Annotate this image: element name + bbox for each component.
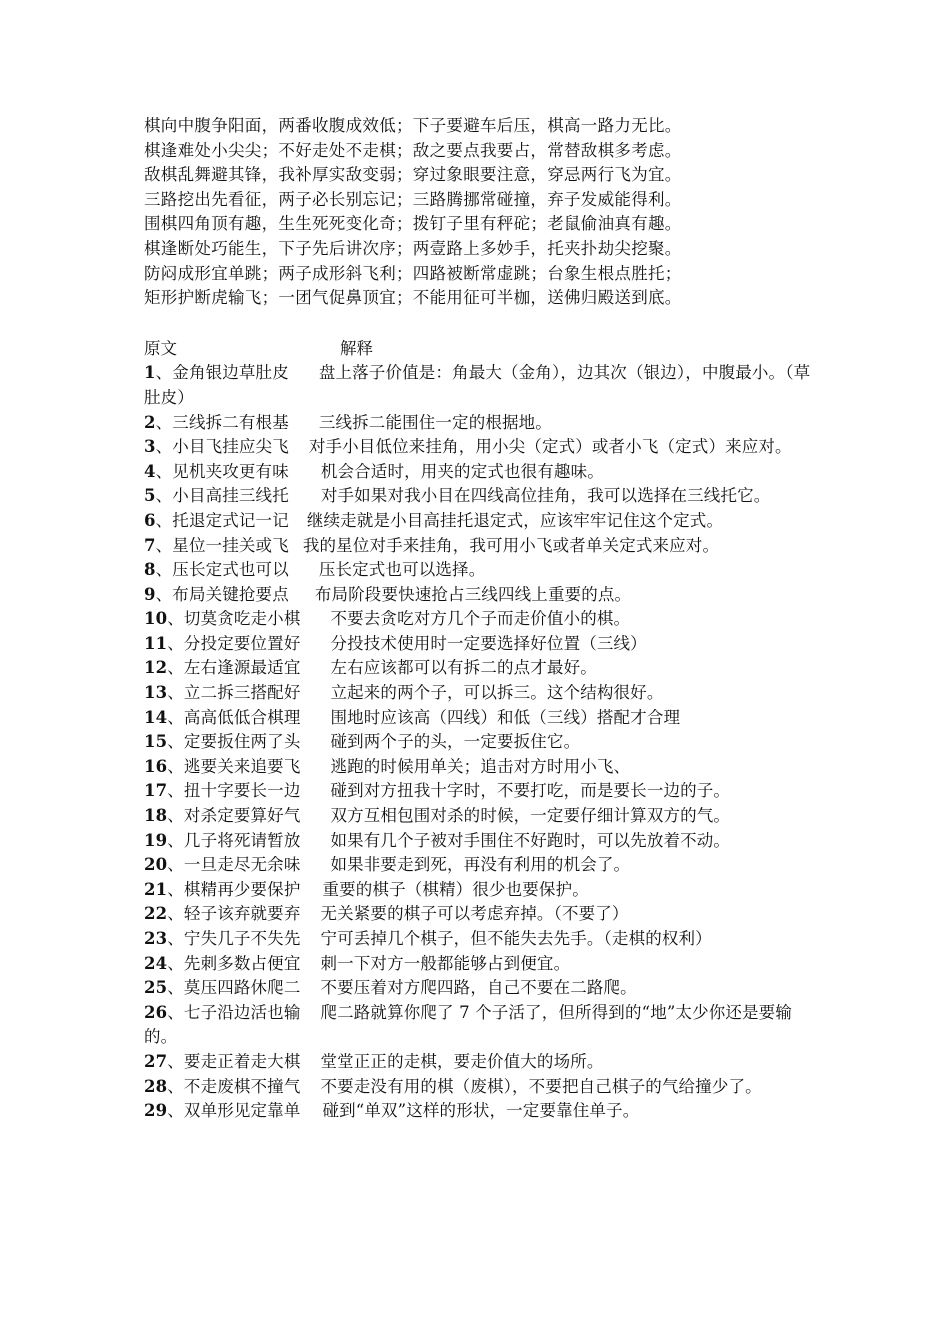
entry-explanation: 刺一下对方一般都能够占到便宜。 [320, 953, 571, 973]
entry-original: 、宁失几子不失先 [167, 929, 301, 948]
entry-number: 13 [144, 683, 168, 703]
entry-number: 11 [144, 633, 168, 653]
entry-explanation: 三线拆二能围住一定的根据地。 [318, 412, 552, 432]
section-gap [144, 311, 816, 337]
entry-number: 23 [144, 929, 168, 948]
entry-number: 10 [144, 609, 168, 629]
entry-number: 6 [144, 510, 156, 530]
entry-explanation: 不要去贪吃对方几个子而走价值小的棋。 [330, 609, 631, 629]
poem-line: 敌棋乱舞避其锋，我补厚实敌变弱；穿过象眼要注意，穿忌两行飞为宜。 [144, 165, 682, 185]
entry-original: 、定要扳住两了头 [167, 732, 301, 752]
entry-original: 、扭十字要长一边 [167, 781, 301, 801]
entry-original: 、分投定要位置好 [167, 633, 301, 653]
poem-line: 围棋四角顶有趣，生生死死变化奇；拨钉子里有秤砣；老鼠偷油真有趣。 [144, 214, 682, 234]
entry-row [144, 509, 816, 534]
entry-explanation: 盘上落子价值是：角最大（金角），边其次（银边），中腹最小。（草肚皮） [144, 363, 811, 407]
entry-row [144, 755, 816, 780]
entry-row [144, 878, 816, 903]
entry-original: 、高高低低合棋理 [167, 707, 301, 727]
entry-row [144, 853, 816, 878]
entry-row [144, 902, 816, 927]
entry-number: 2 [144, 412, 156, 432]
poem-line: 三路挖出先看征，两子必长别忘记；三路腾挪常碰撞，弃子发威能得利。 [144, 189, 682, 209]
entry-number: 8 [144, 560, 156, 580]
entry-explanation: 对手如果对我小目在四线高位挂角，我可以选择在三线托它。 [320, 486, 771, 506]
entry-row [144, 681, 816, 706]
entry-original: 、先刺多数占便宜 [167, 953, 301, 973]
entry-row [144, 558, 816, 583]
entry-number: 28 [144, 1076, 168, 1096]
entry-row [144, 534, 816, 559]
entry-row [144, 460, 816, 485]
poem-line: 棋逢难处小尖尖；不好走处不走棋；敌之要点我要占，常替敌棋多考虑。 [144, 140, 682, 160]
entry-original: 、莫压四路休爬二 [167, 978, 301, 998]
entry-original: 、金角银边草肚皮 [155, 363, 289, 383]
entry-original: 、七子沿边活也输 [167, 1002, 301, 1022]
poem-block [144, 114, 816, 311]
entry-number: 7 [144, 535, 156, 555]
entry-number: 20 [144, 855, 168, 875]
entry-explanation: 双方互相包围对杀的时候，一定要仔细计算双方的气。 [330, 806, 731, 826]
entry-explanation: 宁可丢掉几个棋子，但不能失去先手。（走棋的权利） [320, 929, 712, 948]
entry-explanation: 对手小目低位来挂角，用小尖（定式）或者小飞（定式）来应对。 [308, 437, 792, 457]
header-explanation: 解释 [340, 338, 373, 358]
document-page [144, 114, 816, 1124]
poem-line: 棋逢断处巧能生，下子先后讲次序；两壹路上多妙手，托夹扑劫尖挖聚。 [144, 238, 682, 258]
entry-explanation: 不要走没有用的棋（废棋），不要把自己棋子的气给撞少了。 [320, 1076, 762, 1096]
entry-row [144, 656, 816, 681]
entry-original: 、左右逢源最适宜 [167, 658, 301, 678]
entry-explanation: 我的星位对手来挂角，我可用小飞或者单关定式来应对。 [302, 535, 720, 555]
entry-row [144, 361, 816, 410]
entry-explanation: 如果有几个子被对手围住不好跑时，可以先放着不动。 [330, 830, 731, 850]
entry-number: 5 [144, 486, 156, 506]
entry-number: 15 [144, 732, 168, 752]
entry-original: 、不走废棋不撞气 [167, 1076, 301, 1096]
entry-original: 、小目飞挂应尖飞 [155, 437, 289, 457]
entry-explanation: 机会合适时，用夹的定式也很有趣味。 [320, 461, 604, 481]
entry-number: 17 [144, 781, 168, 801]
entry-number: 9 [144, 584, 156, 604]
entry-original: 、一旦走尽无余味 [167, 855, 301, 875]
entry-explanation: 围地时应该高（四线）和低（三线）搭配才合理 [330, 707, 681, 727]
entry-original: 、轻子该弃就要弃 [167, 904, 301, 924]
entry-original: 、小目高挂三线托 [155, 486, 289, 506]
entry-original: 、逃要关来追要飞 [167, 756, 301, 776]
entry-explanation: 立起来的两个子，可以拆三。这个结构很好。 [330, 683, 664, 703]
entry-explanation: 不要压着对方爬四路，自己不要在二路爬。 [320, 978, 637, 998]
header-original: 原文 [144, 338, 177, 358]
entry-number: 21 [144, 879, 168, 899]
entry-original: 、对杀定要算好气 [167, 806, 301, 826]
entry-row [144, 632, 816, 657]
entry-number: 18 [144, 806, 168, 826]
entry-number: 25 [144, 978, 168, 998]
entry-number: 29 [144, 1101, 168, 1121]
entry-original: 、几子将死请暂放 [167, 830, 301, 850]
entry-explanation: 重要的棋子（棋精）很少也要保护。 [322, 879, 589, 899]
entries-list [144, 361, 816, 1123]
entry-original: 、立二拆三搭配好 [167, 683, 301, 703]
entry-number: 4 [144, 461, 156, 481]
entry-explanation: 堂堂正正的走棋，要走价值大的场所。 [320, 1051, 604, 1071]
entry-row [144, 927, 816, 952]
poem-line: 棋向中腹争阳面，两番收腹成效低；下子要避车后压，棋高一路力无比。 [144, 116, 682, 135]
entry-row [144, 706, 816, 731]
entry-original: 、双单形见定靠单 [167, 1101, 301, 1121]
entry-row [144, 1001, 816, 1050]
entry-explanation: 逃跑的时候用单关；追击对方时用小飞、 [330, 756, 631, 776]
entry-row [144, 583, 816, 608]
entry-row [144, 804, 816, 829]
entry-number: 16 [144, 756, 168, 776]
entry-original: 、见机夹攻更有味 [155, 461, 289, 481]
entry-row [144, 411, 816, 436]
entry-explanation: 继续走就是小目高挂托退定式，应该牢牢记住这个定式。 [306, 510, 724, 530]
entry-number: 19 [144, 830, 168, 850]
entry-original: 、托退定式记一记 [155, 510, 289, 530]
entry-original: 、压长定式也可以 [155, 560, 289, 580]
entry-number: 24 [144, 953, 168, 973]
entry-row [144, 730, 816, 755]
entry-explanation: 碰到对方扭我十字时，不要打吃，而是要长一边的子。 [330, 781, 731, 801]
entry-row [144, 484, 816, 509]
entry-explanation: 无关紧要的棋子可以考虑弃掉。（不要了） [320, 904, 629, 924]
table-header [144, 337, 816, 362]
entry-original: 、星位一挂关或飞 [155, 535, 289, 555]
entry-explanation: 分投技术使用时一定要选择好位置（三线） [330, 633, 647, 653]
entry-explanation: 左右应该都可以有拆二的点才最好。 [330, 658, 597, 678]
entry-explanation: 碰到两个子的头，一定要扳住它。 [330, 732, 581, 752]
entry-row [144, 1075, 816, 1100]
entry-original: 、棋精再少要保护 [167, 879, 301, 899]
entry-row [144, 779, 816, 804]
entry-number: 14 [144, 707, 168, 727]
entry-number: 1 [144, 363, 156, 383]
entry-row [144, 607, 816, 632]
entry-original: 、三线拆二有根基 [155, 412, 289, 432]
entry-number: 26 [144, 1002, 168, 1022]
entry-explanation: 爬二路就算你爬了 7 个子活了，但所得到的“地”太少你还是要输的。 [144, 1002, 792, 1047]
entry-explanation: 碰到“单双”这样的形状，一定要靠住单子。 [322, 1101, 640, 1121]
entry-row [144, 1099, 816, 1124]
entry-original: 、切莫贪吃走小棋 [167, 609, 301, 629]
entry-original: 、要走正着走大棋 [167, 1051, 301, 1071]
entry-explanation: 如果非要走到死，再没有利用的机会了。 [330, 855, 631, 875]
entry-row [144, 1050, 816, 1075]
entry-original: 、布局关键抢要点 [155, 584, 289, 604]
entry-number: 12 [144, 658, 168, 678]
entry-number: 27 [144, 1051, 168, 1071]
entry-row [144, 829, 816, 854]
entry-row [144, 976, 816, 1001]
poem-line: 矩形护断虎输飞；一团气促鼻顶宜；不能用征可半枷，送佛归殿送到底。 [144, 288, 682, 308]
entry-row [144, 952, 816, 977]
entry-explanation: 布局阶段要快速抢占三线四线上重要的点。 [314, 584, 632, 604]
entry-explanation: 压长定式也可以选择。 [318, 560, 486, 580]
entry-number: 22 [144, 904, 168, 924]
entry-row [144, 435, 816, 460]
poem-line: 防闷成形宜单跳；两子成形斜飞利；四路被断常虚跳；台象生根点胜托； [144, 263, 682, 283]
entry-number: 3 [144, 437, 156, 457]
